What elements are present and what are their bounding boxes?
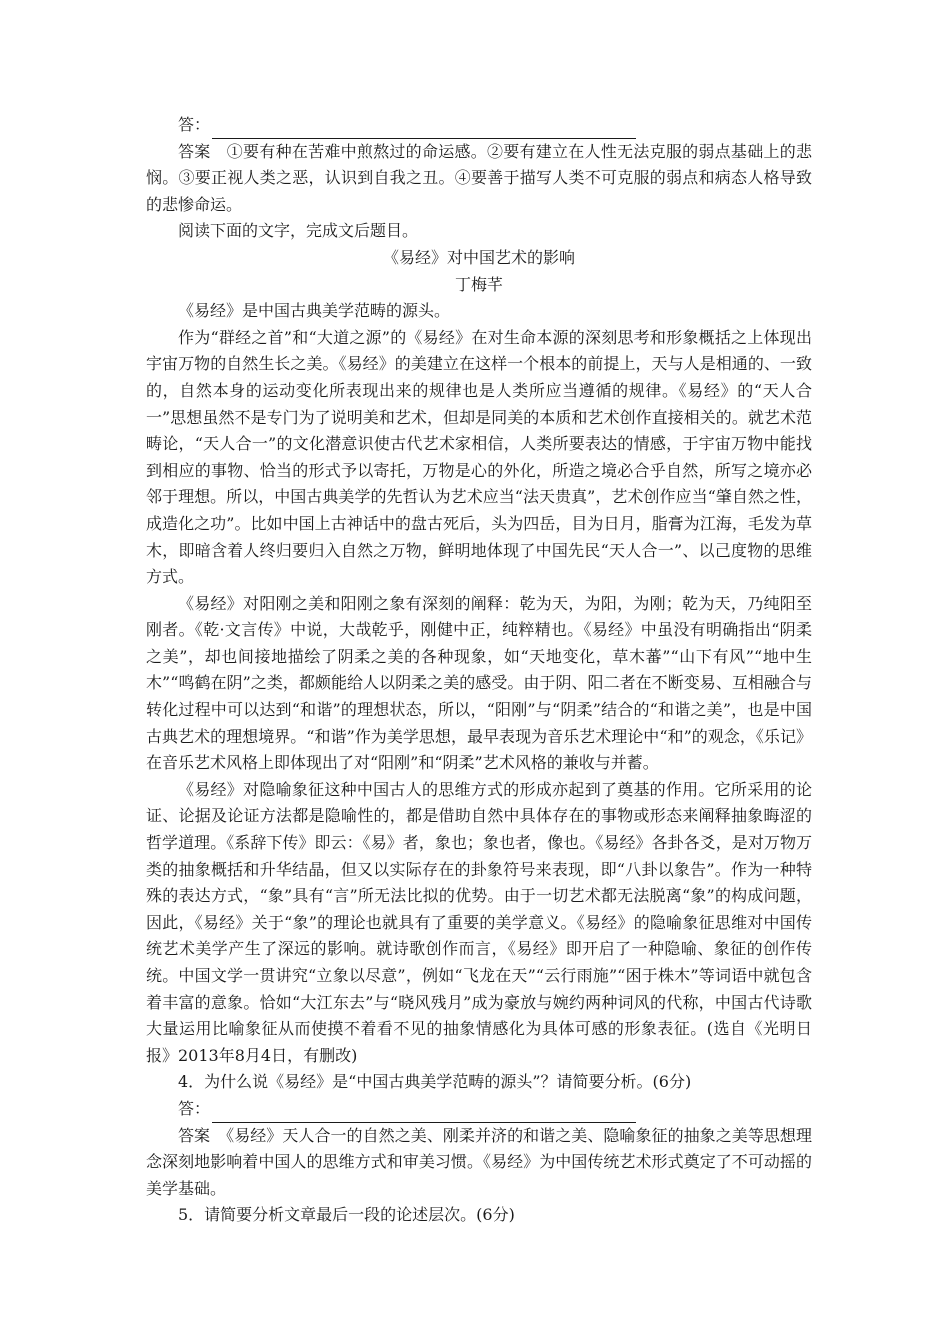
answer-blank-rule <box>212 1104 636 1123</box>
article-paragraph-3: 《易经》对阳刚之美和阳刚之象有深刻的阐释：乾为天，为阳，为刚；乾为天，乃纯阳至刚者。《乾·文言传》中说，大哉乾乎，刚健中正，纯粹精也。《易经》中虽没有明确指出“阴柔之美”，却也间接地描绘了阴柔之美的各种现象，如“天地变化，草木蕃”“山下有风”“地中生木”“鸣鹤在阴”之类，都颇能给人以阴柔之美的感受。由于阴、阳二者在不断变易、互相融合与转化过程中可以达到“和谐”的理想状态，所以，“阳刚”与“阴柔”结合的“和谐之美”，也是中国古典艺术的理想境界。“和谐”作为美学思想，最早表现为音乐艺术理论中“和”的观念，《乐记》在音乐艺术风格上即体现出了对“阳刚”和“阴柔”艺术风格的兼收与并蓄。 <box>146 593 812 773</box>
answer-block-2: 答案 《易经》天人合一的自然之美、刚柔并济的和谐之美、隐喻象征的抽象之美等思想理念深刻地影响着中国人的思维方式和审美习惯。《易经》为中国传统艺术形式奠定了不可动摇的美学基础。 <box>146 1125 812 1198</box>
article-paragraph-4: 《易经》对隐喻象征这种中国古人的思维方式的形成亦起到了奠基的作用。它所采用的论证、论据及论证方法都是隐喻性的，都是借助自然中具体存在的事物或形态来阐释抽象晦涩的哲学道理。《系辞下传》即云：《易》者，象也；象也者，像也。《易经》各卦各爻，是对万物万类的抽象概括和升华结晶，但又以实际存在的卦象符号来表现，即“八卦以象告”。作为一种特殊的表达方式，“象”具有“言”所无法比拟的优势。由于一切艺术都无法脱离“象”的构成问题，因此，《易经》关于“象”的理论也就具有了重要的美学意义。《易经》的隐喻象征思维对中国传统艺术美学产生了深远的影响。就诗歌创作而言，《易经》即开启了一种隐喻、象征的创作传统。中国文学一贯讲究“立象以尽意”，例如“飞龙在天”“云行雨施”“困于株木”等词语中就包含着丰富的意象。恰如“大江东去”与“晓风残月”成为豪放与婉约两种词风的代称，中国古代诗歌大量运用比喻象征从而使摸不着看不见的抽象情感化为具体可感的形象表征。(选自《光明日报》2013年8月4日，有删改) <box>146 779 812 1065</box>
question-5: 5．请简要分析文章最后一段的论述层次。(6分) <box>178 1205 515 1225</box>
question-4: 4．为什么说《易经》是“中国古典美学范畴的源头”？请简要分析。(6分) <box>178 1072 692 1092</box>
article-author: 丁梅芊 <box>454 274 503 294</box>
answer-label: 答： <box>178 115 211 134</box>
answer-blank-rule <box>212 120 636 139</box>
reading-instruction: 阅读下面的文字，完成文后题目。 <box>178 221 419 241</box>
document-page <box>146 112 812 1229</box>
article-paragraph-2: 作为“群经之首”和“大道之源”的《易经》在对生命本源的深刻思考和形象概括之上体现出宇宙万物的自然生长之美。《易经》的美建立在这样一个根本的前提上，天与人是相通的、一致的，自然本身的运动变化所表现出来的规律也是人类所应当遵循的规律。《易经》的“天人合一”思想虽然不是专门为了说明美和艺术，但却是同美的本质和艺术创作直接相关的。就艺术范畴论，“天人合一”的文化潜意识使古代艺术家相信，人类所要表达的情感，于宇宙万物中能找到相应的事物、恰当的形式予以寄托，万物是心的外化，所造之境必合乎自然，所写之境亦必邻于理想。所以，中国古典美学的先哲认为艺术应当“法天贵真”，艺术创作应当“肇自然之性，成造化之功”。比如中国上古神话中的盘古死后，头为四岳，目为日月，脂膏为江海，毛发为草木，即暗含着人终归要归入自然之万物，鲜明地体现了中国先民“天人合一”、以己度物的思维方式。 <box>146 327 812 587</box>
answer-label: 答： <box>178 1098 211 1118</box>
article-paragraph-1: 《易经》是中国古典美学范畴的源头。 <box>178 301 451 321</box>
answer-line-1 <box>146 112 812 139</box>
article-title: 《易经》对中国艺术的影响 <box>382 247 575 267</box>
answer-line-2 <box>146 1096 812 1123</box>
answer-block-1: 答案 ①要有种在苦难中煎熬过的命运感。②要有建立在人性无法克服的弱点基础上的悲悯。③要正视人类之恶，认识到自我之丑。④要善于描写人类不可克服的弱点和病态人格导致的悲惨命运。 <box>146 141 812 214</box>
